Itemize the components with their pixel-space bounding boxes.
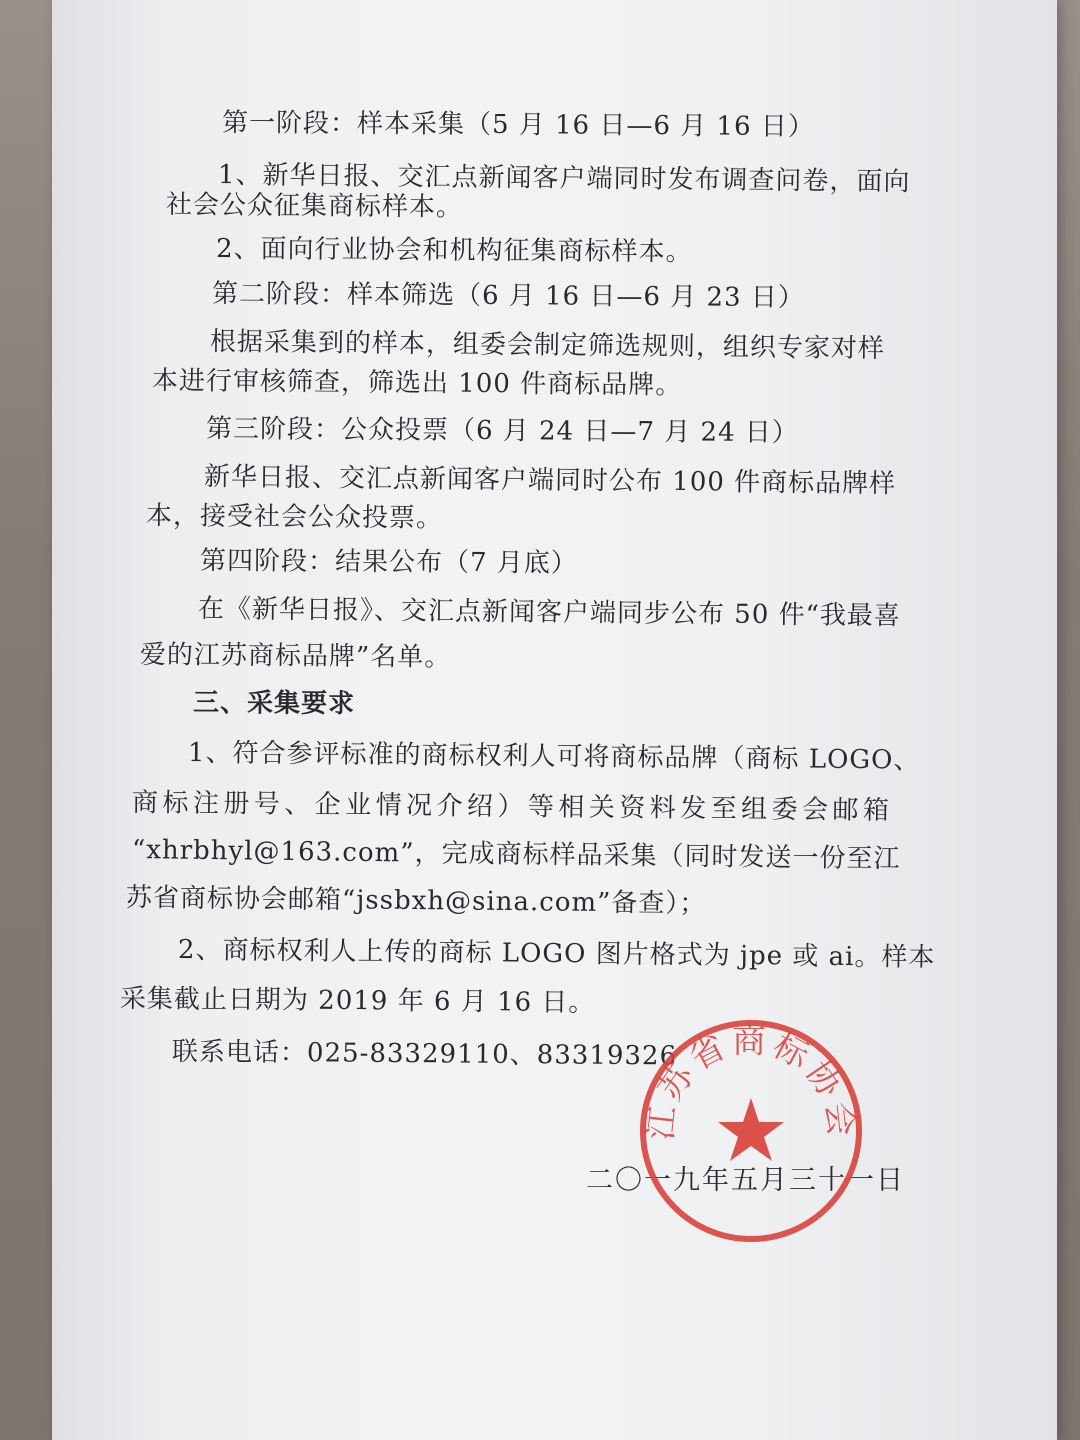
section-three-heading: 三、采集要求 [192,688,356,720]
svg-text:江苏省商标协会: 江苏省商标协会 [640,1021,862,1143]
document-date: 二〇一九年五月三十一日 [586,1165,905,1196]
stage-one-heading: 第一阶段：样本采集（5 月 16 日—6 月 16 日） [221,108,815,143]
stage-four-heading: 第四阶段：结果公布（7 月底） [199,546,578,579]
contact-phone: 联系电话：025-83329110、83319326 [171,1037,678,1072]
paragraph-line: 本，接受社会公众投票。 [145,501,444,534]
paragraph-line: “xhrbhyl@163.com”，完成商标样品采集（同时发送一份至江 [131,835,901,875]
paragraph-line: 2、面向行业协会和机构征集商标样本。 [215,234,693,268]
paragraph-line: 1、新华日报、交汇点新闻客户端同时发布调查问卷，面向 [217,160,911,198]
paragraph-line: 2、商标权利人上传的商标 LOGO 图片格式为 jpe 或 ai。样本 [177,935,936,973]
paragraph-line: 采集截止日期为 2019 年 6 月 16 日。 [119,984,596,1019]
paragraph-line: 1、符合参评标准的商标权利人可将商标品牌（商标 LOGO、 [187,738,921,776]
paragraph-line: 爱的江苏商标品牌”名单。 [139,640,452,673]
paragraph-line: 社会公众征集商标样本。 [165,190,464,223]
stage-two-heading: 第二阶段：样本筛选（6 月 16 日—6 月 23 日） [211,279,805,314]
paragraph-line: 本进行审核筛查，筛选出 100 件商标品牌。 [151,366,683,401]
paragraph-line: 商标注册号、企业情况介绍）等相关资料发至组委会邮箱 [131,788,891,826]
paragraph-line: 新华日报、交汇点新闻客户端同时公布 100 件商标品牌样 [203,462,897,500]
paragraph-line: 在《新华日报》、交汇点新闻客户端同步公布 50 件“我最喜 [197,594,902,632]
paragraph-line: 苏省商标协会邮箱“jssbxh@sina.com”备查）； [125,883,707,920]
paragraph-line: 根据采集到的样本，组委会制定筛选规则，组织专家对样 [209,327,886,365]
stage-three-heading: 第三阶段：公众投票（6 月 24 日—7 月 24 日） [205,414,799,449]
